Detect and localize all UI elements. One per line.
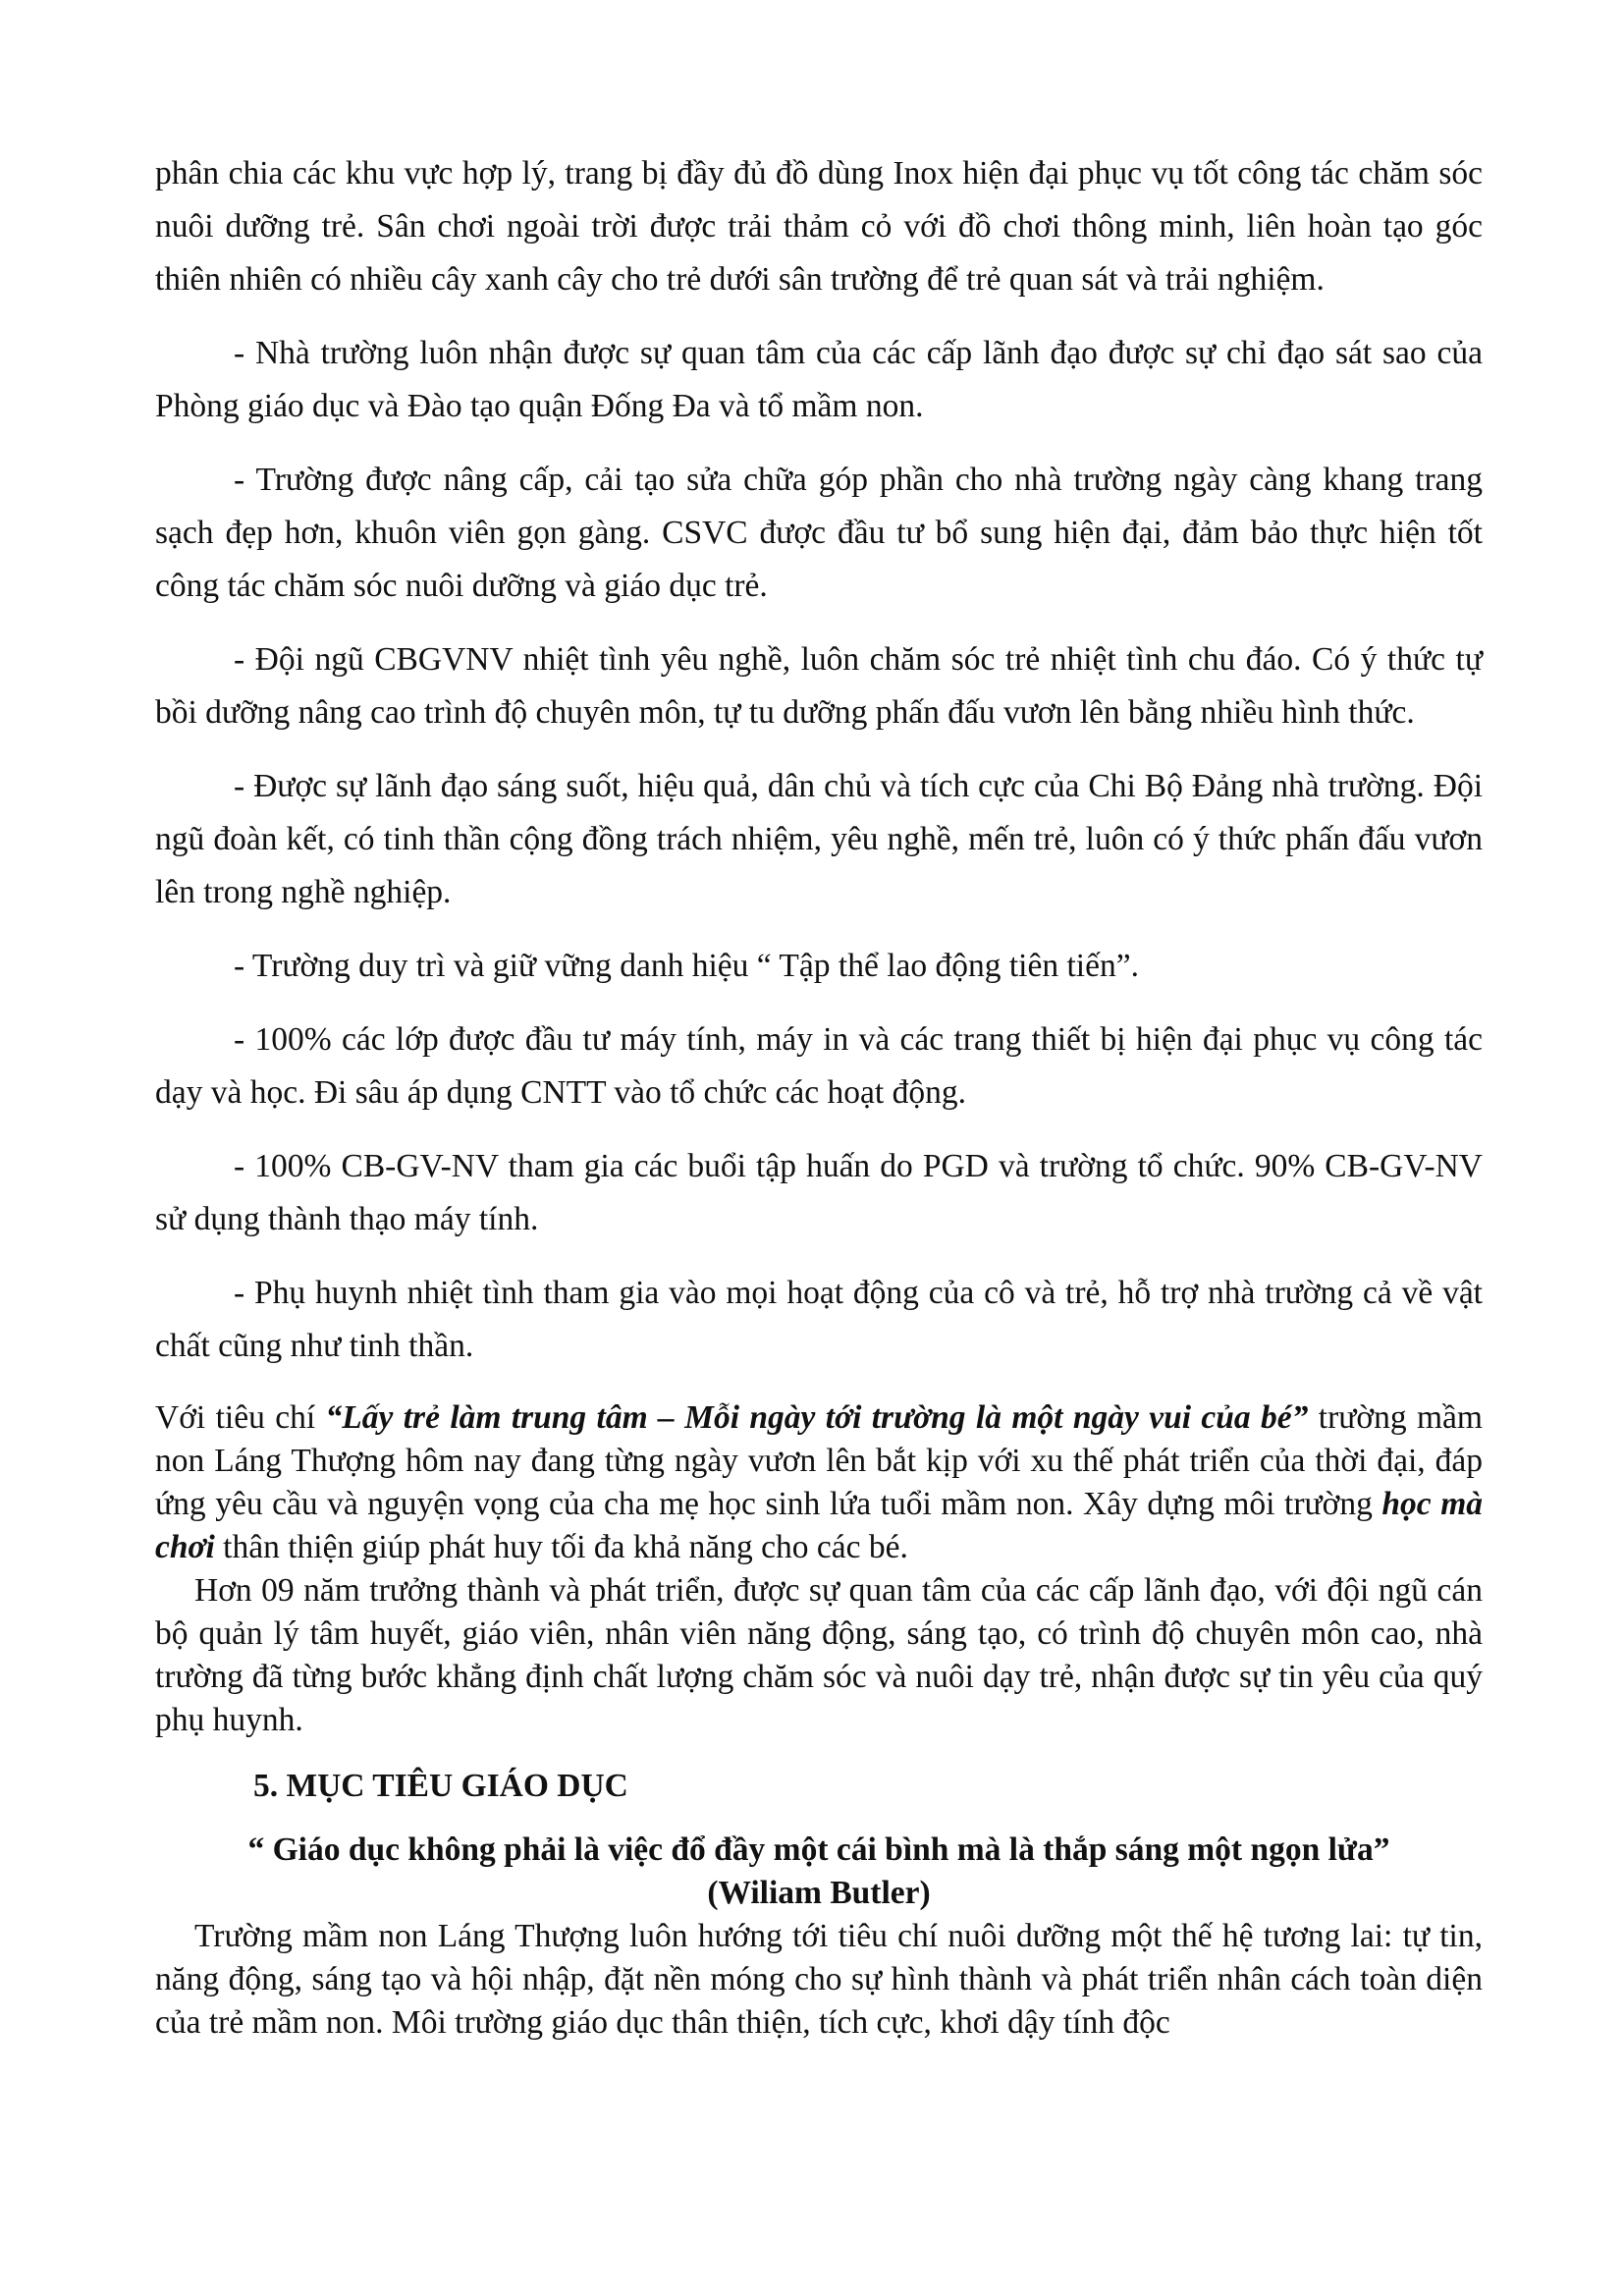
bullet-leadership: - Nhà trường luôn nhận được sự quan tâm của các cấp lãnh đạo được sự chỉ đạo sát sao của Phòng giáo dục và Đào tạo quận Đống Đa và tổ mầm non. [155,335,1483,424]
bullet-computers: - 100% các lớp được đầu tư máy tính, máy in và các trang thiết bị hiện đại phục vụ công tác dạy và học. Đi sâu áp dụng CNTT vào tổ chức các hoạt động. [155,1021,1483,1111]
bullet-facilities: - Trường được nâng cấp, cải tạo sửa chữa góp phần cho nhà trường ngày càng khang trang sạch đẹp hơn, khuôn viên gọn gàng. CSVC được đầu tư bổ sung hiện đại, đảm bảo thực hiện tốt công tác chăm sóc nuôi dưỡng và giáo dục trẻ. [155,462,1483,604]
bullet-title: - Trường duy trì và giữ vững danh hiệu “ Tập thể lao động tiên tiến”. [234,948,1139,984]
document-page [155,147,1483,2045]
criteria-tail: thân thiện giúp phát huy tối đa khả năng cho các bé. [214,1529,908,1565]
section-heading: 5. MỤC TIÊU GIÁO DỤC [253,1768,628,1804]
criteria-body: trường mầm non Láng Thượng hôm nay đang từng ngày vươn lên bắt kịp với xu thế phát triển của thời đại, đáp ứng yêu cầu và nguyện vọng của cha mẹ học sinh lứa tuổi mầm non. Xây dựng môi trường [155,1399,1483,1522]
quote-author: (Wiliam Butler) [707,1875,931,1911]
criteria-lead: Với tiêu chí [155,1399,326,1436]
intro-paragraph: phân chia các khu vực hợp lý, trang bị đầy đủ đồ dùng Inox hiện đại phục vụ tốt công tác chăm sóc nuôi dưỡng trẻ. Sân chơi ngoài trời được trải thảm cỏ với đồ chơi thông minh, liên hoàn tạo góc thiên nhiên có nhiều cây xanh cây cho trẻ dưới sân trường để trẻ quan sát và trải nghiệm. [155,155,1483,298]
goal-paragraph: Trường mầm non Láng Thượng luôn hướng tới tiêu chí nuôi dưỡng một thế hệ tương lai: tự tin, năng động, sáng tạo và hội nhập, đặt nền móng cho sự hình thành và phát triển nhân cách toàn diện của trẻ mầm non. Môi trường giáo dục thân thiện, tích cực, khơi dậy tính độc [155,1918,1483,2041]
bullet-parents: - Phụ huynh nhiệt tình tham gia vào mọi hoạt động của cô và trẻ, hỗ trợ nhà trường cả về vật chất cũng như tinh thần. [155,1275,1483,1364]
criteria-slogan: “Lấy trẻ làm trung tâm – Mỗi ngày tới trường là một ngày vui của bé” [325,1399,1309,1436]
bullet-party-cell: - Được sự lãnh đạo sáng suốt, hiệu quả, dân chủ và tích cực của Chi Bộ Đảng nhà trường. Đội ngũ đoàn kết, có tinh thần cộng đồng trách nhiệm, yêu nghề, mến trẻ, luôn có ý thức phấn đấu vươn lên trong nghề nghiệp. [155,768,1483,910]
criteria-emphasis: học mà chơi [155,1486,1484,1565]
bullet-training: - 100% CB-GV-NV tham gia các buổi tập huấn do PGD và trường tổ chức. 90% CB-GV-NV sử dụng thành thạo máy tính. [155,1148,1483,1237]
quote-text: “ Giáo dục không phải là việc đổ đầy một cái bình mà là thắp sáng một ngọn lửa” [247,1831,1390,1868]
growth-paragraph: Hơn 09 năm trưởng thành và phát triển, được sự quan tâm của các cấp lãnh đạo, với đội ngũ cán bộ quản lý tâm huyết, giáo viên, nhân viên năng động, sáng tạo, có trình độ chuyên môn cao, nhà trường đã từng bước khẳng định chất lượng chăm sóc và nuôi dạy trẻ, nhận được sự tin yêu của quý phụ huynh. [155,1572,1483,1738]
bullet-staff: - Đội ngũ CBGVNV nhiệt tình yêu nghề, luôn chăm sóc trẻ nhiệt tình chu đáo. Có ý thức tự bồi dưỡng nâng cao trình độ chuyên môn, tự tu dưỡng phấn đấu vươn lên bằng nhiều hình thức. [155,641,1483,731]
criteria-paragraph [155,1396,1483,1569]
